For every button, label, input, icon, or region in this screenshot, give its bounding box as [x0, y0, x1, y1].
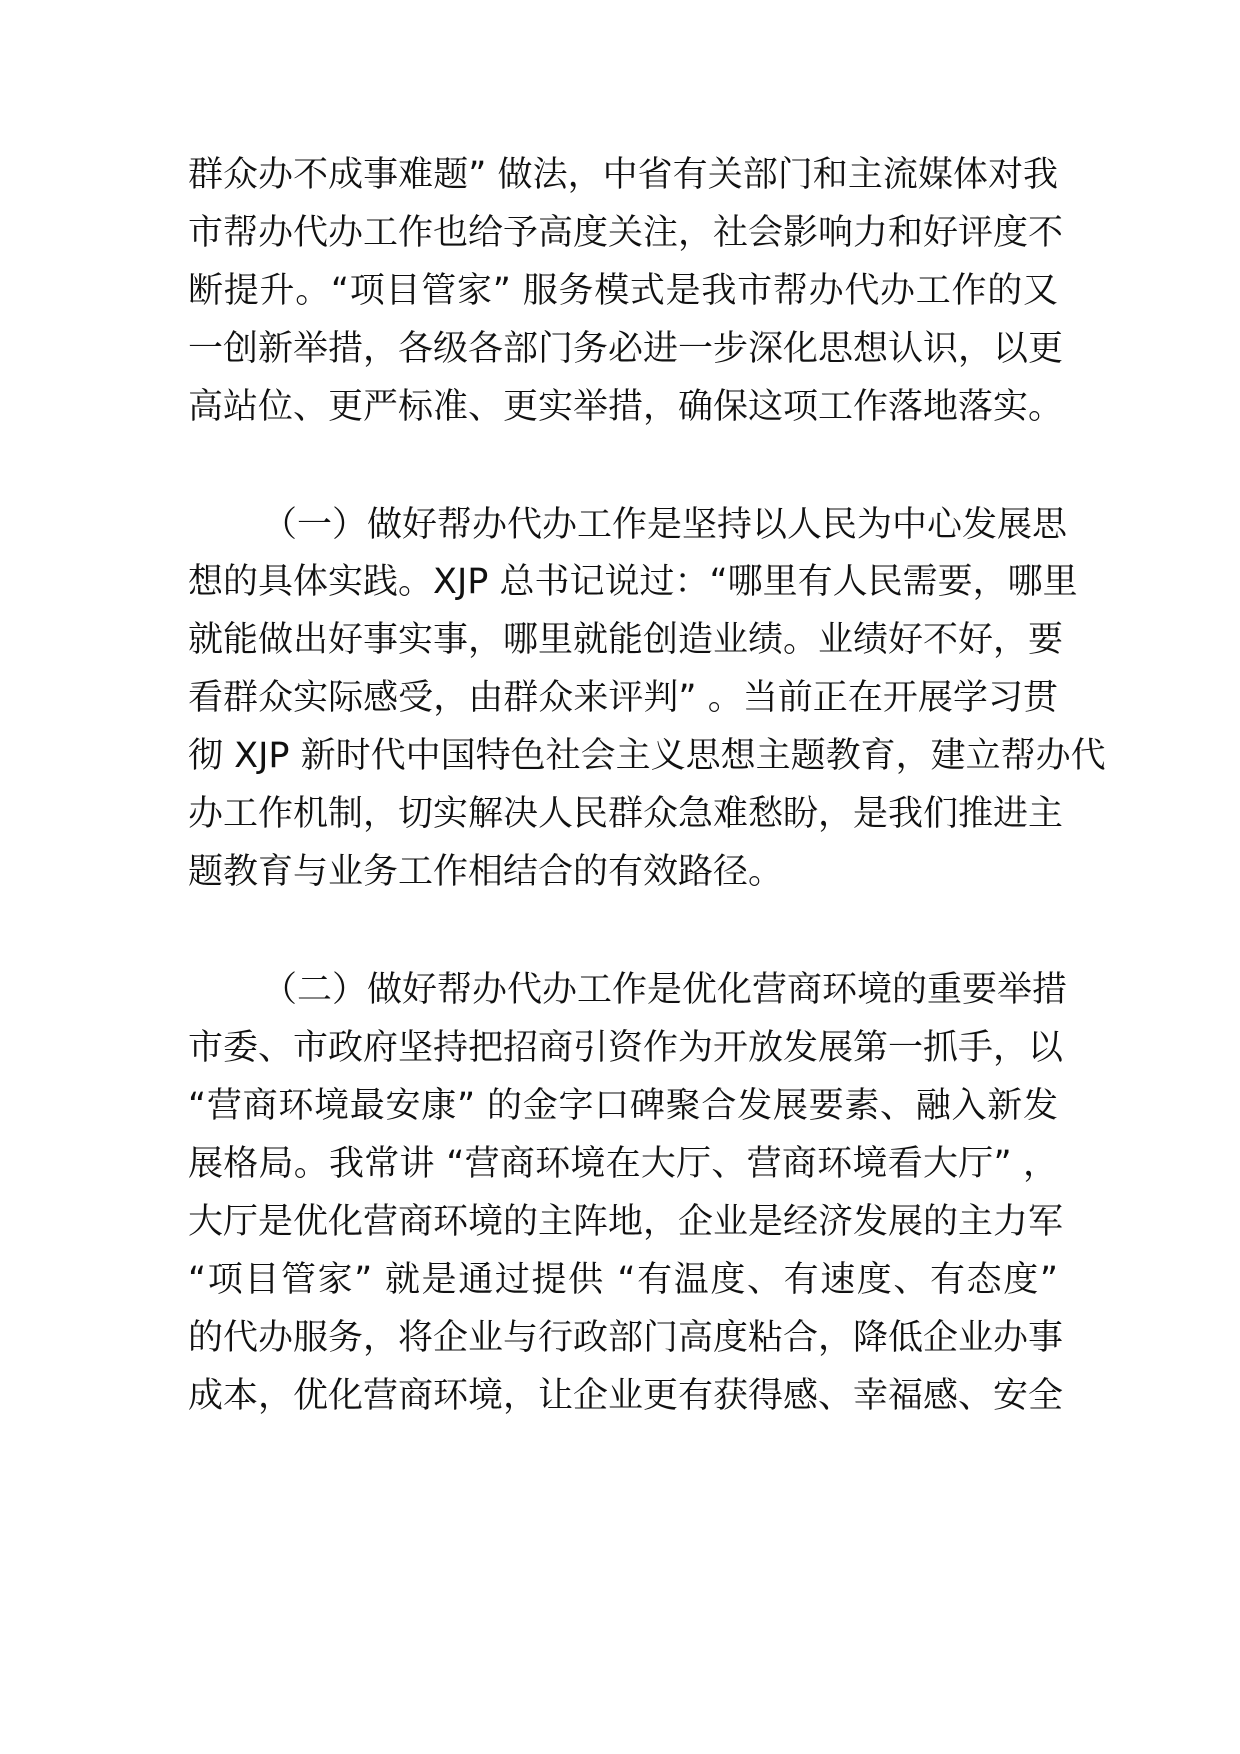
text-line: 看群众实际感受，由群众来评判” 。当前正在开展学习贯 — [188, 678, 1058, 718]
text-line: 市委、市政府坚持把招商引资作为开放发展第一抓手，以 — [188, 1028, 1064, 1068]
text-line: 高站位、更严标准、更实举措，确保这项工作落地落实。 — [188, 387, 1064, 427]
text-line: 断提升。“项目管家” 服务模式是我市帮办代办工作的又 — [188, 271, 1058, 311]
text-line: 的代办服务，将企业与行政部门高度粘合，降低企业办事 — [188, 1318, 1064, 1358]
text-line: 想的具体实践。XJP 总书记说过：“哪里有人民需要，哪里 — [188, 562, 1078, 602]
text-line: 群众办不成事难题” 做法，中省有关部门和主流媒体对我 — [188, 155, 1058, 195]
text-line: 办工作机制，切实解决人民群众急难愁盼，是我们推进主 — [188, 794, 1064, 834]
text-line: “营商环境最安康” 的金字口碑聚合发展要素、融入新发 — [188, 1086, 1058, 1126]
text-line: 大厅是优化营商环境的主阵地，企业是经济发展的主力军 — [188, 1202, 1064, 1242]
text-line: 一创新举措，各级各部门务必进一步深化思想认识，以更 — [188, 329, 1064, 369]
section-heading-line: （二）做好帮办代办工作是优化营商环境的重要举措 — [262, 970, 1068, 1010]
text-line: 成本，优化营商环境，让企业更有获得感、幸福感、安全 — [188, 1376, 1064, 1416]
text-line: 市帮办代办工作也给予高度关注，社会影响力和好评度不 — [188, 213, 1064, 253]
section-heading-line: （一）做好帮办代办工作是坚持以人民为中心发展思 — [262, 505, 1068, 545]
text-line: 展格局。我常讲 “营商环境在大厅、营商环境看大厅” ， — [188, 1144, 1058, 1184]
text-line: 彻 XJP 新时代中国特色社会主义思想主题教育，建立帮办代 — [188, 736, 1106, 776]
text-line: 就能做出好事实事，哪里就能创造业绩。业绩好不好，要 — [188, 620, 1064, 660]
text-line: “项目管家” 就是通过提供 “有温度、有速度、有态度” — [188, 1260, 1058, 1300]
text-line: 题教育与业务工作相结合的有效路径。 — [188, 852, 784, 892]
